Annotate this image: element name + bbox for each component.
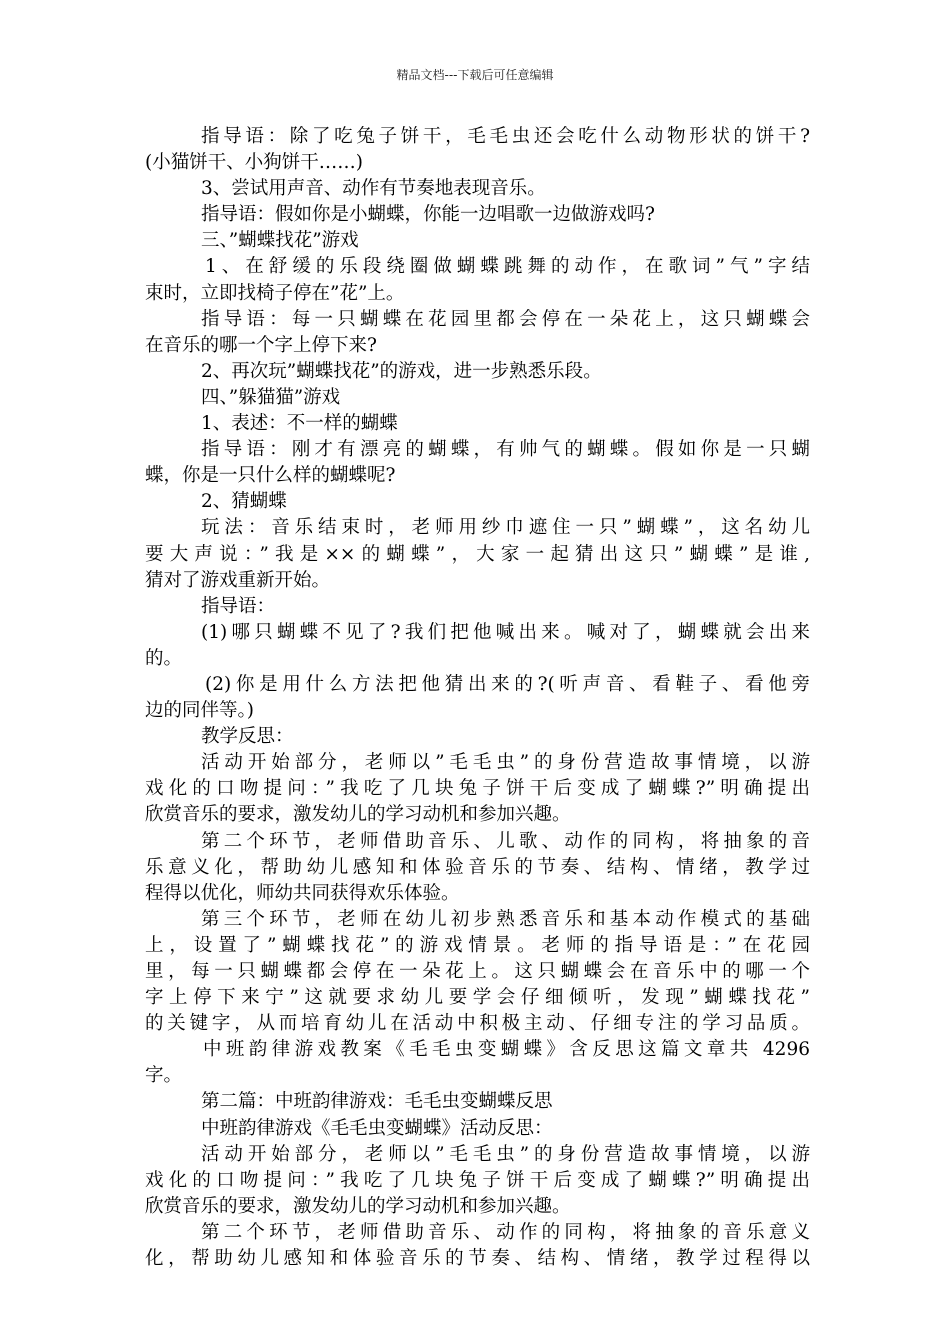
text-line: 边的同伴等。)	[145, 700, 254, 722]
text-line: 第二个环节，老师借助音乐、儿歌、动作的同构，将抽象的音	[201, 830, 810, 852]
text-line: 上，设置了”蝴蝶找花”的游戏情景。老师的指导语是：”在花园	[145, 934, 810, 956]
text-line: (1)哪只蝴蝶不见了?我们把他喊出来。喊对了，蝴蝶就会出来	[201, 621, 810, 643]
text-line: 戏化的口吻提问：”我吃了几块兔子饼干后变成了蝴蝶?”明确提出	[145, 1169, 810, 1191]
text-line: 1、表述：不一样的蝴蝶	[201, 413, 398, 435]
text-line: 教学反思：	[201, 726, 294, 748]
text-line: 中班韵律游戏教案《毛毛虫变蝴蝶》含反思这篇文章共 4296	[203, 1039, 810, 1061]
text-line: 指导语：假如你是小蝴蝶，你能一边唱歌一边做游戏吗?	[201, 204, 655, 226]
text-line: 字上停下来宁”这就要求幼儿要学会仔细倾听，发现”蝴蝶找花”	[145, 987, 810, 1009]
text-line: 戏化的口吻提问：”我吃了几块兔子饼干后变成了蝴蝶?”明确提出	[145, 778, 810, 800]
text-line: 字。	[145, 1065, 183, 1087]
text-line: 猜对了游戏重新开始。	[145, 569, 331, 591]
text-line: 中班韵律游戏《毛毛虫变蝴蝶》活动反思：	[201, 1117, 553, 1139]
text-line: (2)你是用什么方法把他猜出来的?(听声音、看鞋子、看他旁	[205, 673, 810, 695]
text-line: 活动开始部分，老师以”毛毛虫”的身份营造故事情境，以游	[201, 1143, 810, 1165]
text-line: 化，帮助幼儿感知和体验音乐的节奏、结构、情绪，教学过程得以	[145, 1248, 810, 1270]
text-line: 第三个环节，老师在幼儿初步熟悉音乐和基本动作模式的基础	[201, 908, 810, 930]
text-line: 指导语：除了吃兔子饼干，毛毛虫还会吃什么动物形状的饼干?	[201, 126, 810, 147]
text-line: 要大声说：”我是××的蝴蝶”，大家一起猜出这只”蝴蝶”是谁,	[145, 543, 810, 565]
text-line: 2、再次玩”蝴蝶找花”的游戏，进一步熟悉乐段。	[201, 360, 602, 382]
text-line: 2、猜蝴蝶	[201, 491, 287, 513]
text-line: 玩法：音乐结束时，老师用纱巾遮住一只”蝴蝶”，这名幼儿	[201, 517, 810, 539]
text-line: 指导语：每一只蝴蝶在花园里都会停在一朵花上，这只蝴蝶会	[201, 308, 810, 330]
text-line: 程得以优化，师幼共同获得欢乐体验。	[145, 882, 460, 904]
text-line: 1、在舒缓的乐段绕圈做蝴蝶跳舞的动作，在歌词”气”字结	[205, 256, 810, 278]
page-header: 精品文档---下载后可任意编辑	[396, 68, 554, 82]
document-body	[145, 124, 810, 1272]
text-line: 的。	[145, 647, 183, 669]
text-line: 三、”蝴蝶找花”游戏	[201, 230, 359, 252]
text-line: 指导语：	[201, 595, 276, 617]
text-line: 束时，立即找椅子停在”花”上。	[145, 282, 405, 304]
text-line: 第二篇：中班韵律游戏：毛毛虫变蝴蝶反思	[201, 1091, 553, 1113]
text-line: 第二个环节，老师借助音乐、动作的同构，将抽象的音乐意义	[201, 1221, 810, 1243]
text-line: 3、尝试用声音、动作有节奏地表现音乐。	[201, 178, 546, 200]
text-line: 四、”躲猫猫”游戏	[201, 386, 341, 408]
text-line: 在音乐的哪一个字上停下来?	[145, 334, 377, 356]
text-line: 欣赏音乐的要求，激发幼儿的学习动机和参加兴趣。	[145, 1195, 571, 1217]
text-line: 蝶，你是一只什么样的蝴蝶呢?	[145, 465, 396, 487]
text-line: 的关键字，从而培育幼儿在活动中积极主动、仔细专注的学习品质。	[145, 1013, 810, 1035]
text-line: 里，每一只蝴蝶都会停在一朵花上。这只蝴蝶会在音乐中的哪一个	[145, 961, 810, 982]
text-line: (小猫饼干、小狗饼干……)	[145, 152, 363, 174]
text-line: 指导语：刚才有漂亮的蝴蝶，有帅气的蝴蝶。假如你是一只蝴	[201, 439, 810, 461]
text-line: 欣赏音乐的要求，激发幼儿的学习动机和参加兴趣。	[145, 804, 571, 826]
text-line: 活动开始部分，老师以”毛毛虫”的身份营造故事情境，以游	[201, 752, 810, 774]
text-line: 乐意义化，帮助幼儿感知和体验音乐的节奏、结构、情绪，教学过	[145, 856, 810, 878]
